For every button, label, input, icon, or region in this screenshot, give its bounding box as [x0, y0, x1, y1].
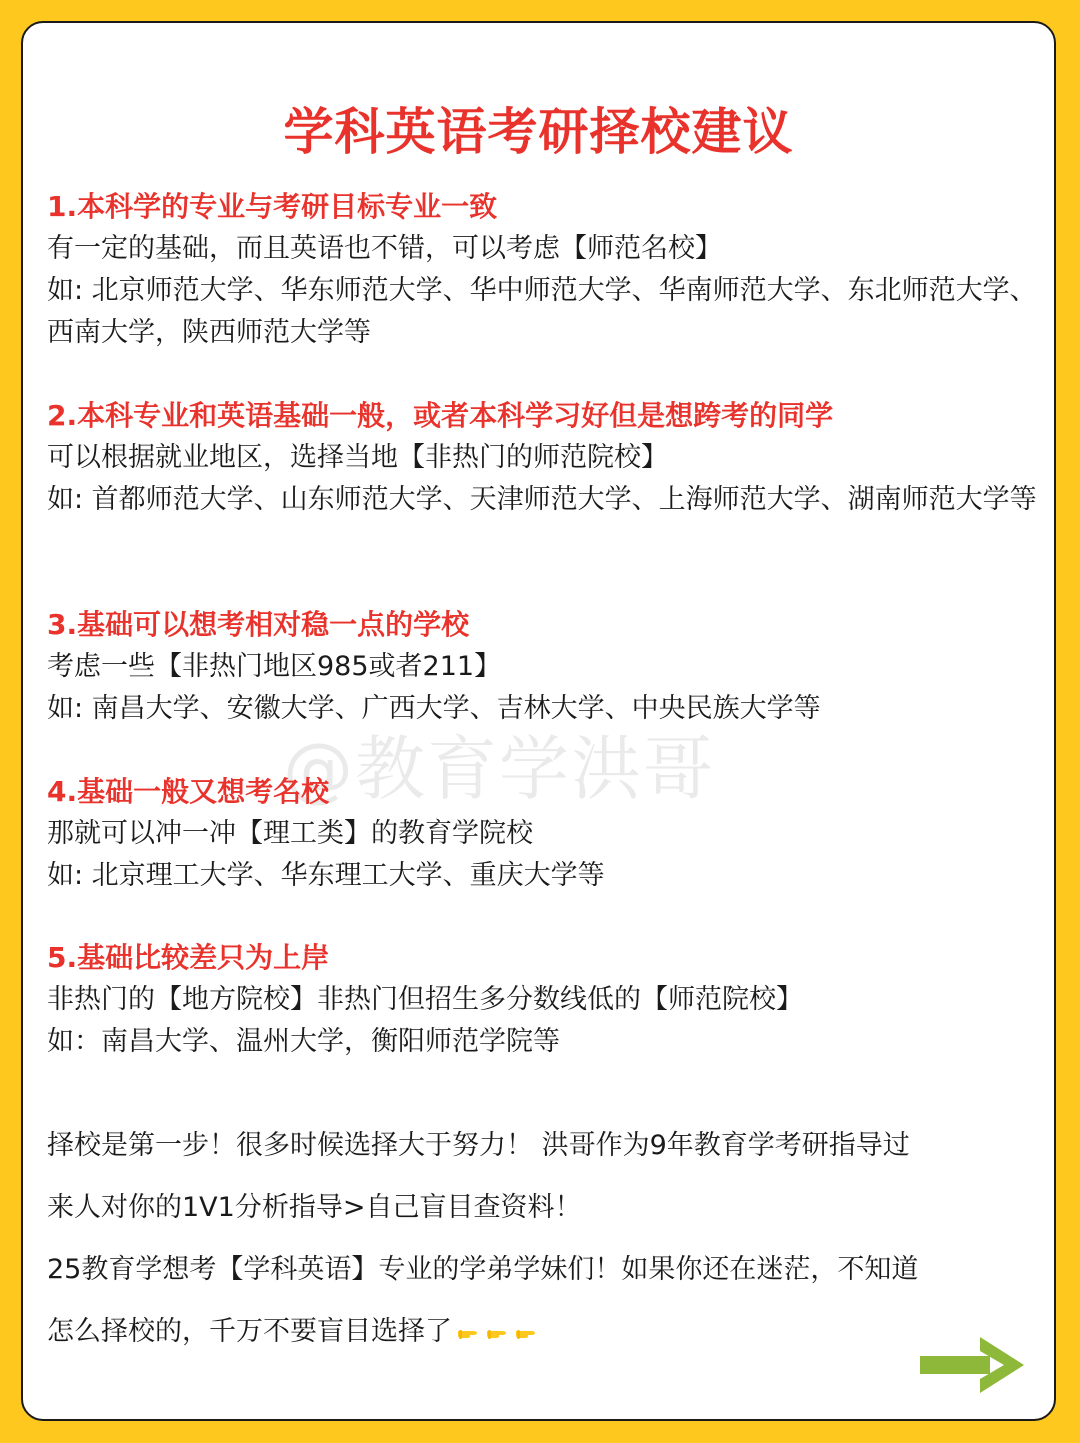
section-text: 可以根据就业地区，选择当地【非热门的师范院校】	[47, 442, 668, 473]
pointing-hand-icon	[456, 1326, 482, 1340]
section-heading: 3.基础可以想考相对稳一点的学校	[47, 608, 470, 641]
section-text: 如：南昌大学、温州大学，衡阳师范学院等	[47, 1026, 560, 1057]
pointing-hand-icon	[514, 1326, 540, 1340]
section-heading: 4.基础一般又想考名校	[47, 775, 330, 808]
section-text: 有一定的基础，而且英语也不错，可以考虑【师范名校】	[47, 233, 722, 264]
section-heading: 5.基础比较差只为上岸	[47, 941, 330, 974]
section-text: 那就可以冲一冲【理工类】的教育学院校	[47, 818, 533, 849]
section-3	[47, 604, 1037, 730]
section-1	[47, 186, 1037, 354]
section-4	[47, 771, 1037, 897]
closing-text: 来人对你的1V1分析指导>自己盲目查资料！	[47, 1192, 582, 1223]
section-2	[47, 395, 1037, 521]
watermark: @教育学洪哥	[283, 728, 715, 810]
section-text: 如: 北京理工大学、华东理工大学、重庆大学等	[47, 860, 605, 891]
content-card	[21, 21, 1056, 1421]
section-heading: 1.本科学的专业与考研目标专业一致	[47, 190, 498, 223]
section-text: 如: 南昌大学、安徽大学、广西大学、吉林大学、中央民族大学等	[47, 693, 821, 724]
section-text: 考虑一些【非热门地区985或者211】	[47, 651, 502, 682]
pointing-hands	[456, 1302, 543, 1364]
page-title: 学科英语考研择校建议	[283, 103, 794, 161]
right-arrow-icon[interactable]	[920, 1335, 1026, 1395]
section-5	[47, 937, 1037, 1063]
closing-paragraph	[47, 1115, 1037, 1364]
section-text: 如: 首都师范大学、山东师范大学、天津师范大学、上海师范大学、湖南师范大学等	[47, 484, 1037, 515]
closing-text-last	[47, 1301, 1037, 1364]
closing-text: 怎么择校的，千万不要盲目选择了	[47, 1316, 452, 1347]
section-heading: 2.本科专业和英语基础一般，或者本科学习好但是想跨考的同学	[47, 399, 834, 432]
section-text: 如: 北京师范大学、华东师范大学、华中师范大学、华南师范大学、东北师范大学、西南大学，陕西师范大学等	[47, 275, 1037, 348]
pointing-hand-icon	[485, 1326, 511, 1340]
closing-text: 25教育学想考【学科英语】专业的学弟学妹们！如果你还在迷茫，不知道	[47, 1254, 919, 1285]
section-text: 非热门的【地方院校】非热门但招生多分数线低的【师范院校】	[47, 984, 803, 1015]
closing-text: 择校是第一步！很多时候选择大于努力！ 洪哥作为9年教育学考研指导过	[47, 1130, 910, 1161]
